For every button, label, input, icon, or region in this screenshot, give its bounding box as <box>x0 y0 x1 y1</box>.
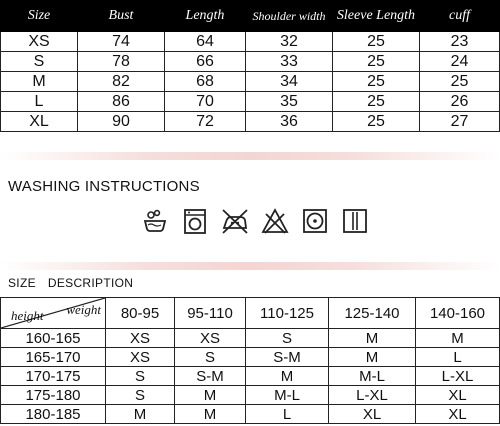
size-table-header <box>1 1 500 32</box>
cell: L-XL <box>329 386 416 405</box>
cell: L-XL <box>416 367 500 386</box>
cell: M <box>329 329 416 348</box>
cell: M <box>106 405 175 424</box>
cell: 25 <box>333 112 420 132</box>
height-range: 165-170 <box>1 348 106 367</box>
cell: 86 <box>78 92 165 112</box>
size-row <box>1 92 500 112</box>
cell: 32 <box>246 32 333 52</box>
header-length: Length <box>165 1 246 32</box>
line-dry-icon <box>340 206 370 236</box>
chart-row <box>1 329 500 348</box>
cell: 90 <box>78 112 165 132</box>
height-range: 175-180 <box>1 386 106 405</box>
cell: 66 <box>165 52 246 72</box>
cell: S <box>175 348 246 367</box>
header-cuff: cuff <box>420 1 500 32</box>
cell: 36 <box>246 112 333 132</box>
hand-wash-icon <box>140 206 170 236</box>
weight-range: 95-110 <box>175 298 246 329</box>
cell: 33 <box>246 52 333 72</box>
size-row <box>1 32 500 52</box>
cell: M <box>246 367 329 386</box>
weight-range: 125-140 <box>329 298 416 329</box>
cell: 74 <box>78 32 165 52</box>
tumble-dry-icon <box>300 206 330 236</box>
cell: M <box>329 348 416 367</box>
cell: 25 <box>333 72 420 92</box>
size-description-title-right: DESCRIPTION <box>47 276 134 290</box>
corner-height-label: height <box>11 308 44 323</box>
header-sleeve-length: Sleeve Length <box>333 1 420 32</box>
cell: 25 <box>333 92 420 112</box>
height-range: 160-165 <box>1 329 106 348</box>
height-range: 170-175 <box>1 367 106 386</box>
cell: XL <box>416 386 500 405</box>
cell: S-M <box>246 348 329 367</box>
cell: M-L <box>246 386 329 405</box>
cell: 78 <box>78 52 165 72</box>
washing-instructions-title: WASHING INSTRUCTIONS <box>8 178 200 195</box>
size-row <box>1 112 500 132</box>
machine-wash-icon <box>180 206 210 236</box>
cell: XS <box>1 32 78 52</box>
weight-range: 110-125 <box>246 298 329 329</box>
chart-row <box>1 367 500 386</box>
chart-row <box>1 348 500 367</box>
section-divider <box>0 152 500 160</box>
size-description-title-left: SIZE <box>8 276 36 290</box>
chart-header-row <box>1 298 500 329</box>
cell: 26 <box>420 92 500 112</box>
cell: M <box>1 72 78 92</box>
height-range: 180-185 <box>1 405 106 424</box>
weight-range: 80-95 <box>106 298 175 329</box>
chart-row <box>1 405 500 424</box>
cell: 34 <box>246 72 333 92</box>
do-not-bleach-icon <box>260 206 290 236</box>
cell: XS <box>175 329 246 348</box>
header-bust: Bust <box>78 1 165 32</box>
cell: XL <box>1 112 78 132</box>
cell: 68 <box>165 72 246 92</box>
cell: XS <box>106 329 175 348</box>
cell: S <box>1 52 78 72</box>
cell: 35 <box>246 92 333 112</box>
cell: 25 <box>333 32 420 52</box>
corner-cell <box>1 298 106 329</box>
cell: L <box>246 405 329 424</box>
cell: S <box>246 329 329 348</box>
cell: 24 <box>420 52 500 72</box>
cell: 25 <box>420 72 500 92</box>
cell: 70 <box>165 92 246 112</box>
cell: M <box>416 329 500 348</box>
weight-range: 140-160 <box>416 298 500 329</box>
size-row <box>1 72 500 92</box>
washing-icons <box>140 206 370 236</box>
cell: XL <box>416 405 500 424</box>
cell: M <box>175 386 246 405</box>
size-table <box>0 0 500 132</box>
cell: 27 <box>420 112 500 132</box>
cell: 25 <box>333 52 420 72</box>
header-size: Size <box>1 1 78 32</box>
cell: 64 <box>165 32 246 52</box>
cell: 72 <box>165 112 246 132</box>
cell: M <box>175 405 246 424</box>
cell: XL <box>329 405 416 424</box>
cell: XS <box>106 348 175 367</box>
cell: 23 <box>420 32 500 52</box>
size-description-title <box>8 276 145 290</box>
cell: M-L <box>329 367 416 386</box>
cell: L <box>1 92 78 112</box>
size-recommendation-table <box>0 297 500 424</box>
cell: S-M <box>175 367 246 386</box>
size-row <box>1 52 500 72</box>
header-shoulder-width: Shoulder width <box>246 1 333 32</box>
chart-row <box>1 386 500 405</box>
do-not-iron-icon <box>220 206 250 236</box>
section-divider <box>0 262 500 270</box>
cell: S <box>106 367 175 386</box>
cell: L <box>416 348 500 367</box>
corner-weight-label: weight <box>66 302 101 317</box>
cell: 82 <box>78 72 165 92</box>
cell: S <box>106 386 175 405</box>
